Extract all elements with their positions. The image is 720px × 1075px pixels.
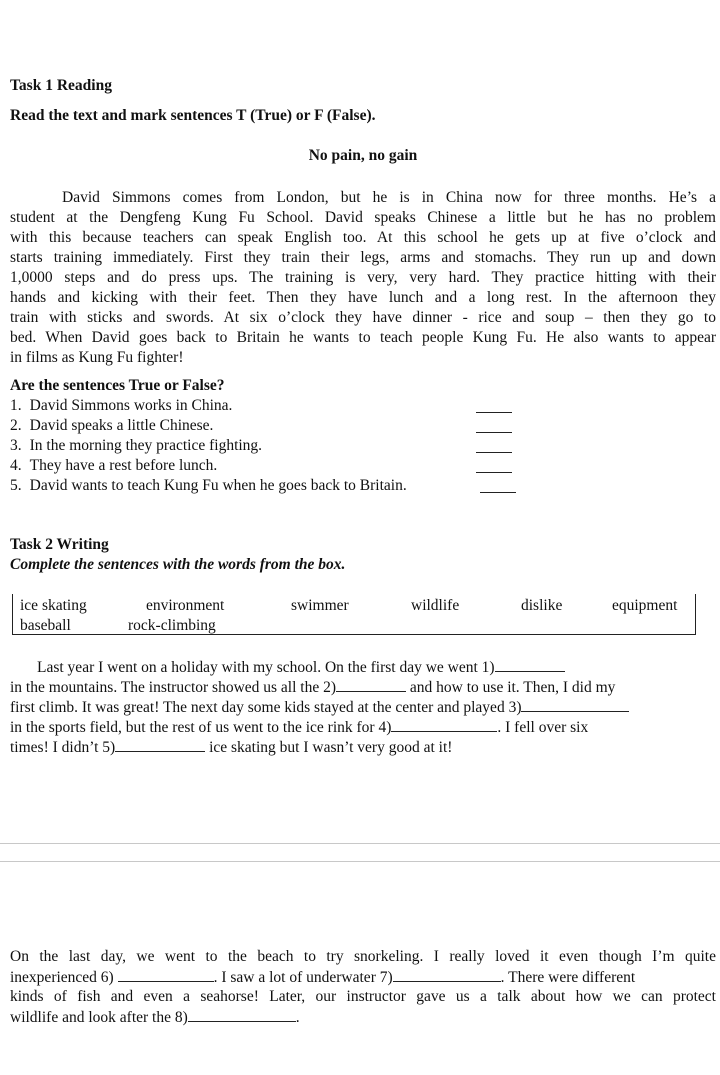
task1-heading: Task 1 Reading bbox=[10, 77, 112, 94]
gap-4[interactable] bbox=[391, 717, 497, 732]
text-line: On the last day, we went to the beach to try snorkeling. I really loved it even though I’m quite bbox=[10, 948, 716, 965]
paragraph-line: bed. When David goes back to Britain he wants to teach people Kung Fu. He also wants to appear bbox=[10, 329, 716, 346]
text-line: inexperienced 6) . I saw a lot of underwater 7) . There were different bbox=[10, 969, 636, 986]
gap-2[interactable] bbox=[336, 677, 406, 692]
answer-blank-5[interactable] bbox=[480, 492, 516, 493]
task1-instruction: Read the text and mark sentences T (True) or F (False). bbox=[10, 107, 376, 124]
gap-5[interactable] bbox=[115, 737, 205, 752]
paragraph-line: David Simmons comes from London, but he is in China now for three months. He’s a bbox=[62, 189, 716, 206]
text-line: in the sports field, but the rest of us went to the ice rink for 4) . I fell over six bbox=[10, 719, 589, 736]
page-divider bbox=[0, 861, 720, 862]
text-line: wildlife and look after the 8) . bbox=[10, 1009, 300, 1026]
box-word: equipment bbox=[612, 597, 678, 614]
box-word: swimmer bbox=[291, 597, 349, 614]
box-word: rock-climbing bbox=[128, 617, 216, 634]
list-item: 3. In the morning they practice fighting. bbox=[10, 437, 263, 454]
paragraph-line: 1,0000 steps and do press ups. The training is very, very hard. They practice hitting with their bbox=[10, 269, 716, 286]
box-word: environment bbox=[146, 597, 225, 614]
list-item: 1. David Simmons works in China. bbox=[10, 397, 233, 414]
text-line: first climb. It was great! The next day some kids stayed at the center and played 3) bbox=[10, 697, 629, 718]
task2-instruction: Complete the sentences with the words from the box. bbox=[10, 556, 346, 573]
answer-blank-3[interactable] bbox=[476, 452, 512, 453]
box-word: baseball bbox=[20, 617, 71, 634]
paragraph-line: in films as Kung Fu fighter! bbox=[10, 349, 184, 366]
task2-heading: Task 2 Writing bbox=[10, 536, 109, 553]
gap-7[interactable] bbox=[393, 967, 501, 982]
text-line: times! I didn’t 5) ice skating but I wasn’t very good at it! bbox=[10, 739, 453, 756]
answer-blank-4[interactable] bbox=[476, 472, 512, 473]
reading-title: No pain, no gain bbox=[308, 147, 418, 164]
box-word: ice skating bbox=[20, 597, 87, 614]
paragraph-line: starts training immediately. First they train their legs, arms and stomachs. They run up and down bbox=[10, 249, 716, 266]
paragraph-line: train with sticks and swords. At six o’clock they have dinner - rice and soup – then they go to bbox=[10, 309, 716, 326]
gap-8[interactable] bbox=[188, 1007, 296, 1022]
paragraph-line: student at the Dengfeng Kung Fu School. David speaks Chinese a little but he has no problem bbox=[10, 209, 716, 226]
text-line: Last year I went on a holiday with my school. On the first day we went 1) bbox=[37, 657, 565, 678]
answer-blank-2[interactable] bbox=[476, 432, 512, 433]
list-item: 4. They have a rest before lunch. bbox=[10, 457, 218, 474]
word-box bbox=[12, 594, 696, 635]
paragraph-line: hands and kicking with their feet. Then they have lunch and a long rest. In the afternoon they bbox=[10, 289, 716, 306]
box-word: wildlife bbox=[411, 597, 460, 614]
gap-6[interactable] bbox=[118, 967, 214, 982]
text-line: in the mountains. The instructor showed us all the 2) and how to use it. Then, I did my bbox=[10, 679, 616, 696]
list-item: 5. David wants to teach Kung Fu when he goes back to Britain. bbox=[10, 477, 407, 494]
question-heading: Are the sentences True or False? bbox=[10, 377, 225, 394]
paragraph-line: with this because teachers can speak English too. At this school he gets up at five o’clock and bbox=[10, 229, 716, 246]
gap-1[interactable] bbox=[495, 657, 565, 672]
page-divider bbox=[0, 843, 720, 844]
list-item: 2. David speaks a little Chinese. bbox=[10, 417, 214, 434]
box-word: dislike bbox=[521, 597, 563, 614]
gap-3[interactable] bbox=[521, 697, 629, 712]
text-line: kinds of fish and even a seahorse! Later, our instructor gave us a talk about how we can protect bbox=[10, 988, 716, 1005]
answer-blank-1[interactable] bbox=[476, 412, 512, 413]
